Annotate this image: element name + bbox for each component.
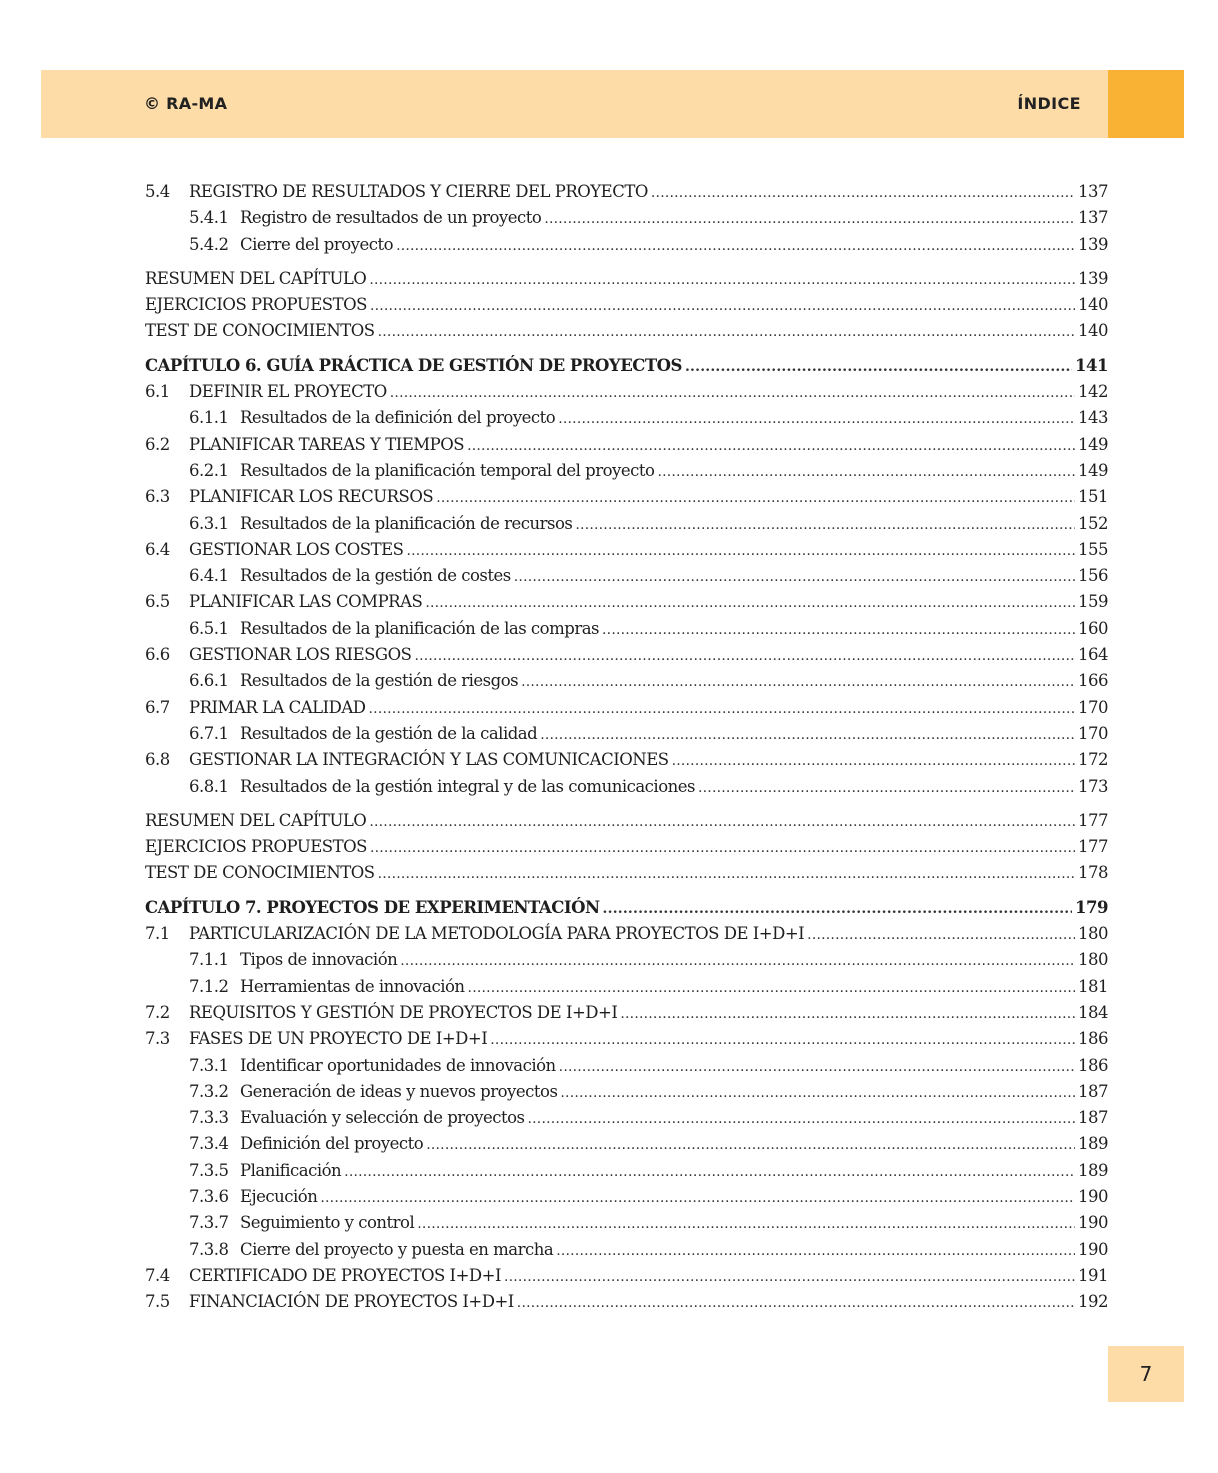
dot-leader: [504, 1264, 1075, 1290]
toc-entry-number: 6.2: [145, 434, 170, 454]
toc-entry-page: 170: [1078, 723, 1108, 743]
toc-entry-page: 151: [1078, 487, 1108, 507]
toc-entry-title: Generación de ideas y nuevos proyectos: [240, 1081, 558, 1101]
toc-entry-title: EJERCICIOS PROPUESTOS: [145, 295, 367, 315]
dot-leader: [698, 775, 1075, 801]
toc-entry-number: 6.5.1: [189, 618, 229, 638]
toc-entry-title: CAPÍTULO 7. PROYECTOS DE EXPERIMENTACIÓN: [145, 897, 600, 917]
toc-entry-page: 159: [1078, 592, 1108, 612]
dot-leader: [544, 206, 1075, 232]
toc-entry-title: TEST DE CONOCIMIENTOS: [145, 321, 375, 341]
publisher-label: © RA-MA: [144, 94, 228, 113]
toc-entry-title: CERTIFICADO DE PROYECTOS I+D+I: [189, 1265, 501, 1285]
toc-entry: [145, 484, 1108, 510]
toc-entry-page: 140: [1078, 321, 1108, 341]
dot-leader: [425, 590, 1075, 616]
dot-leader: [540, 722, 1075, 748]
toc-entry: [145, 834, 1108, 860]
toc-entry-page: 137: [1078, 182, 1108, 201]
toc-entry-title: PARTICULARIZACIÓN DE LA METODOLOGÍA PARA PROYECTOS DE I+D+I: [189, 924, 805, 944]
toc-entry-number: 7.1.1: [189, 950, 229, 970]
dot-leader: [651, 180, 1075, 206]
toc-entry: [145, 1184, 1108, 1210]
toc-entry: [145, 563, 1108, 589]
dot-leader: [620, 1001, 1075, 1027]
toc-entry-page: 178: [1078, 863, 1108, 883]
toc-entry: [145, 921, 1108, 947]
toc-entry-number: 7.4: [145, 1265, 170, 1285]
toc-entry-title: DEFINIR EL PROYECTO: [189, 382, 387, 402]
dot-leader: [657, 459, 1075, 485]
toc-entry-number: 6.5: [145, 592, 170, 612]
toc-entry-title: Definición del proyecto: [240, 1134, 424, 1154]
dot-leader: [672, 748, 1075, 774]
toc-entry-title: Resultados de la planificación de recursos: [240, 513, 573, 533]
toc-entry-page: 155: [1078, 539, 1108, 559]
toc-entry-number: 6.6.1: [189, 671, 229, 691]
dot-leader: [370, 293, 1075, 319]
dot-leader: [514, 564, 1075, 590]
dot-leader: [436, 485, 1075, 511]
toc-entry-page: 186: [1078, 1055, 1108, 1075]
dot-leader: [390, 380, 1075, 406]
toc-entry-title: Herramientas de innovación: [240, 976, 465, 996]
toc-entry: [145, 292, 1108, 318]
dot-leader: [344, 1159, 1075, 1185]
toc-entry-title: PRIMAR LA CALIDAD: [189, 697, 366, 717]
dot-leader: [559, 1054, 1075, 1080]
toc-entry-number: 6.1: [145, 382, 170, 402]
toc-entry-title: Resultados de la gestión integral y de las comunicaciones: [240, 776, 695, 796]
toc-entry-title: RESUMEN DEL CAPÍTULO: [145, 810, 367, 830]
toc-entry-number: 6.6: [145, 645, 170, 665]
toc-entry-number: 7.3.3: [189, 1108, 229, 1128]
toc-entry-page: 181: [1078, 976, 1108, 996]
toc-entry-page: 139: [1078, 234, 1108, 254]
toc-entry-title: Tipos de innovación: [240, 950, 398, 970]
toc-entry-number: 6.2.1: [189, 460, 229, 480]
toc-entry: [145, 266, 1108, 292]
toc-entry-page: 173: [1078, 776, 1108, 796]
toc-entry-title: Planificación: [240, 1160, 342, 1180]
toc-entry: [145, 318, 1108, 344]
toc-entry-number: 7.3.8: [189, 1239, 229, 1259]
toc-entry: [145, 537, 1108, 563]
toc-entry-page: 187: [1078, 1108, 1108, 1128]
toc-entry-title: GESTIONAR LA INTEGRACIÓN Y LAS COMUNICACIONES: [189, 750, 669, 770]
toc-entry-number: 7.3.1: [189, 1055, 229, 1075]
toc-entry: [145, 458, 1108, 484]
toc-entry-title: TEST DE CONOCIMIENTOS: [145, 863, 375, 883]
dot-leader: [575, 512, 1075, 538]
toc-entry: [145, 1053, 1108, 1079]
toc-entry-page: 164: [1078, 645, 1108, 665]
toc-entry: [145, 1237, 1108, 1263]
dot-leader: [378, 319, 1075, 345]
dot-leader: [369, 809, 1075, 835]
toc-entry: [145, 668, 1108, 694]
toc-entry-title: REQUISITOS Y GESTIÓN DE PROYECTOS DE I+D+I: [189, 1002, 618, 1022]
dot-leader: [528, 1106, 1076, 1132]
toc-entry: [145, 1079, 1108, 1105]
toc-entry-number: 5.4.2: [189, 234, 229, 254]
dot-leader: [320, 1185, 1075, 1211]
toc-entry-title: Cierre del proyecto: [240, 234, 394, 254]
toc-entry-title: PLANIFICAR LAS COMPRAS: [189, 592, 423, 612]
toc-entry: [145, 860, 1108, 886]
toc-entry-page: 160: [1078, 618, 1108, 638]
toc-entry-page: 141: [1075, 355, 1108, 375]
toc-entry-page: 156: [1078, 566, 1108, 586]
toc-entry-title: Resultados de la definición del proyecto: [240, 408, 556, 428]
toc-entry-title: EJERCICIOS PROPUESTOS: [145, 837, 367, 857]
toc-entry-number: 7.3.5: [189, 1160, 229, 1180]
toc-entry-title: Cierre del proyecto y puesta en marcha: [240, 1239, 554, 1259]
dot-leader: [603, 896, 1073, 922]
toc-entry-page: 190: [1078, 1186, 1108, 1206]
dot-leader: [414, 643, 1075, 669]
toc-entry: [145, 1131, 1108, 1157]
toc-entry-page: 190: [1078, 1213, 1108, 1233]
toc-entry-page: 149: [1078, 460, 1108, 480]
dot-leader: [426, 1132, 1075, 1158]
toc-entry: [145, 747, 1108, 773]
toc-entry-page: 192: [1078, 1292, 1108, 1312]
table-of-contents: [145, 179, 1108, 1315]
toc-entry-page: 191: [1078, 1265, 1108, 1285]
toc-entry-number: 6.4: [145, 539, 170, 559]
toc-entry-number: 6.4.1: [189, 566, 229, 586]
toc-entry-number: 6.3.1: [189, 513, 229, 533]
toc-entry-title: Seguimiento y control: [240, 1213, 415, 1233]
toc-entry-page: 180: [1078, 924, 1108, 944]
toc-entry-page: 166: [1078, 671, 1108, 691]
toc-entry-page: 186: [1078, 1029, 1108, 1049]
toc-entry-title: GESTIONAR LOS RIESGOS: [189, 645, 412, 665]
toc-entry-number: 7.3: [145, 1029, 170, 1049]
toc-entry: [145, 379, 1108, 405]
toc-entry-title: PLANIFICAR TAREAS Y TIEMPOS: [189, 434, 465, 454]
toc-entry: [145, 721, 1108, 747]
toc-entry: [145, 179, 1108, 205]
toc-entry-page: 142: [1078, 382, 1108, 402]
dot-leader: [369, 267, 1075, 293]
toc-entry-page: 143: [1078, 408, 1108, 428]
toc-entry: [145, 774, 1108, 800]
toc-entry-title: PLANIFICAR LOS RECURSOS: [189, 487, 434, 507]
dot-leader: [521, 669, 1075, 695]
toc-entry-page: 190: [1078, 1239, 1108, 1259]
toc-entry-page: 149: [1078, 434, 1108, 454]
toc-entry-number: 7.3.2: [189, 1081, 229, 1101]
toc-entry: [145, 1026, 1108, 1052]
toc-entry-page: 172: [1078, 750, 1108, 770]
toc-entry-title: Resultados de la gestión de la calidad: [240, 723, 538, 743]
dot-leader: [396, 233, 1075, 259]
toc-entry: [145, 616, 1108, 642]
dot-leader: [400, 948, 1075, 974]
dot-leader: [560, 1080, 1075, 1106]
running-header: [41, 70, 1108, 138]
toc-entry-title: Resultados de la gestión de riesgos: [240, 671, 519, 691]
toc-entry-page: 184: [1078, 1002, 1108, 1022]
toc-entry: [145, 205, 1108, 231]
toc-entry-title: Ejecución: [240, 1186, 318, 1206]
toc-entry: [145, 1289, 1108, 1315]
toc-entry-title: Registro de resultados de un proyecto: [240, 208, 542, 228]
toc-entry-number: 5.4.1: [189, 208, 229, 228]
toc-entry: [145, 232, 1108, 258]
toc-entry-number: 6.7.1: [189, 723, 229, 743]
toc-entry-page: 189: [1078, 1134, 1108, 1154]
toc-entry-number: 7.3.6: [189, 1186, 229, 1206]
toc-entry: [145, 1105, 1108, 1131]
dot-leader: [467, 433, 1075, 459]
toc-entry-title: Resultados de la planificación de las compras: [240, 618, 600, 638]
toc-entry-title: Evaluación y selección de proyectos: [240, 1108, 525, 1128]
dot-leader: [370, 835, 1075, 861]
toc-entry-number: 5.4: [145, 182, 170, 201]
toc-entry-page: 189: [1078, 1160, 1108, 1180]
toc-entry-title: RESUMEN DEL CAPÍTULO: [145, 268, 367, 288]
toc-entry-number: 7.3.7: [189, 1213, 229, 1233]
toc-entry-page: 179: [1075, 897, 1108, 917]
dot-leader: [517, 1290, 1075, 1316]
toc-entry-page: 140: [1078, 295, 1108, 315]
toc-entry-number: 6.1.1: [189, 408, 229, 428]
page-number: 7: [1108, 1346, 1184, 1402]
toc-chapter-entry: [145, 895, 1108, 921]
toc-entry-title: Resultados de la gestión de costes: [240, 566, 511, 586]
toc-entry: [145, 1263, 1108, 1289]
toc-entry-number: 7.5: [145, 1292, 170, 1312]
toc-entry: [145, 1210, 1108, 1236]
toc-entry: [145, 974, 1108, 1000]
toc-entry-page: 152: [1078, 513, 1108, 533]
toc-entry-number: 7.3.4: [189, 1134, 229, 1154]
toc-entry-title: REGISTRO DE RESULTADOS Y CIERRE DEL PROYECTO: [189, 182, 648, 201]
toc-entry-number: 6.8.1: [189, 776, 229, 796]
toc-entry-number: 7.1.2: [189, 976, 229, 996]
toc-entry: [145, 432, 1108, 458]
toc-entry-title: Identificar oportunidades de innovación: [240, 1055, 556, 1075]
toc-entry-page: 137: [1078, 208, 1108, 228]
toc-entry-page: 180: [1078, 950, 1108, 970]
toc-entry: [145, 405, 1108, 431]
dot-leader: [417, 1211, 1075, 1237]
dot-leader: [807, 922, 1075, 948]
toc-entry: [145, 1000, 1108, 1026]
dot-leader: [490, 1027, 1075, 1053]
dot-leader: [369, 696, 1075, 722]
toc-entry-page: 177: [1078, 837, 1108, 857]
toc-entry: [145, 511, 1108, 537]
dot-leader: [468, 975, 1075, 1001]
toc-entry: [145, 1158, 1108, 1184]
dot-leader: [558, 406, 1075, 432]
toc-entry-title: FINANCIACIÓN DE PROYECTOS I+D+I: [189, 1292, 514, 1312]
toc-entry-number: 7.1: [145, 924, 170, 944]
toc-entry-title: Resultados de la planificación temporal del proyecto: [240, 460, 655, 480]
toc-entry-number: 6.3: [145, 487, 170, 507]
dot-leader: [602, 617, 1075, 643]
toc-entry: [145, 695, 1108, 721]
toc-chapter-entry: [145, 353, 1108, 379]
dot-leader: [378, 861, 1075, 887]
toc-entry-page: 177: [1078, 810, 1108, 830]
toc-entry-title: FASES DE UN PROYECTO DE I+D+I: [189, 1029, 488, 1049]
toc-entry-number: 6.8: [145, 750, 170, 770]
toc-entry-page: 187: [1078, 1081, 1108, 1101]
toc-entry-page: 170: [1078, 697, 1108, 717]
toc-entry: [145, 589, 1108, 615]
toc-entry: [145, 947, 1108, 973]
toc-entry-title: CAPÍTULO 6. GUÍA PRÁCTICA DE GESTIÓN DE PROYECTOS: [145, 355, 682, 375]
header-accent-tab: [1108, 70, 1184, 138]
toc-entry-title: GESTIONAR LOS COSTES: [189, 539, 404, 559]
toc-entry: [145, 808, 1108, 834]
dot-leader: [685, 354, 1072, 380]
section-label: ÍNDICE: [1017, 94, 1081, 113]
dot-leader: [556, 1238, 1075, 1264]
toc-entry-number: 7.2: [145, 1002, 170, 1022]
dot-leader: [406, 538, 1075, 564]
toc-entry-number: 6.7: [145, 697, 170, 717]
toc-entry-page: 139: [1078, 268, 1108, 288]
toc-entry: [145, 642, 1108, 668]
